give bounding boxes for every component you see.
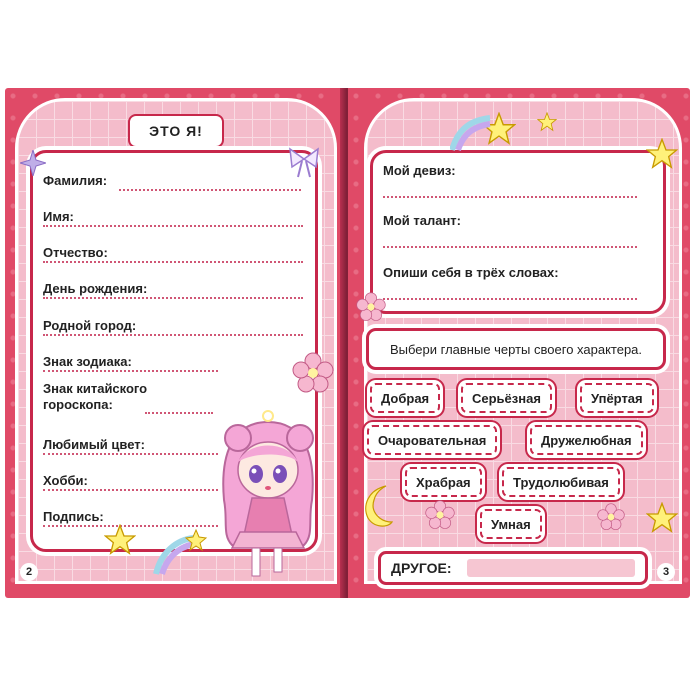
field-label: Имя:: [43, 209, 74, 224]
sparkle-icon: [20, 150, 46, 176]
anime-girl-illustration: [212, 410, 324, 580]
page-number-right: 3: [657, 563, 675, 581]
field-label: Хобби:: [43, 473, 88, 488]
writing-line: [43, 297, 303, 299]
shooting-star-icon: [152, 528, 208, 576]
trait-stubborn[interactable]: Упёртая: [580, 383, 654, 413]
writing-line: [383, 196, 637, 198]
field-patronymic[interactable]: [43, 245, 303, 260]
field-label: Мой девиз:: [383, 163, 456, 178]
writing-line: [43, 225, 303, 227]
field-hobby[interactable]: [43, 473, 218, 488]
field-label: Знак зодиака:: [43, 354, 132, 369]
field-signature[interactable]: [43, 509, 218, 524]
writing-line: [383, 246, 637, 248]
page-title: ЭТО Я!: [128, 114, 224, 148]
field-talent[interactable]: [383, 213, 637, 228]
field-label: День рождения:: [43, 281, 148, 296]
trait-serious[interactable]: Серьёзная: [461, 383, 552, 413]
field-label: Опиши себя в трёх словах:: [383, 265, 559, 280]
field-chinese-horoscope[interactable]: [43, 381, 163, 413]
writing-line: [43, 453, 218, 455]
trait-hardworking[interactable]: Трудолюбивая: [502, 467, 620, 497]
field-label: Знак китайского гороскопа:: [43, 381, 148, 412]
other-box[interactable]: [378, 551, 648, 585]
trait-friendly[interactable]: Дружелюбная: [530, 425, 643, 455]
star-icon: [104, 524, 136, 556]
writing-line: [145, 412, 213, 414]
instruction-box: [366, 328, 666, 370]
field-zodiac[interactable]: [43, 354, 218, 369]
writing-line: [383, 298, 637, 300]
field-label: Мой талант:: [383, 213, 462, 228]
field-hometown[interactable]: [43, 318, 303, 333]
flower-icon: [292, 352, 334, 394]
trait-brave[interactable]: Храбрая: [405, 467, 482, 497]
field-name[interactable]: [43, 209, 303, 224]
field-label: Подпись:: [43, 509, 104, 524]
writing-line: [43, 370, 218, 372]
flower-icon: [597, 503, 625, 531]
field-surname[interactable]: [43, 173, 163, 188]
star-icon: [646, 138, 678, 170]
about-me-card: [370, 150, 666, 314]
field-three-words[interactable]: [383, 265, 637, 280]
field-label: Отчество:: [43, 245, 108, 260]
field-favorite-color[interactable]: [43, 437, 218, 452]
trait-smart[interactable]: Умная: [480, 509, 542, 539]
writing-line: [43, 489, 218, 491]
bow-icon: [288, 145, 320, 179]
field-motto[interactable]: [383, 163, 637, 178]
field-birthday[interactable]: [43, 281, 303, 296]
writing-line: [119, 189, 301, 191]
other-label: ДРУГОЕ:: [391, 560, 452, 576]
instruction-text: Выбери главные черты своего характера.: [389, 341, 643, 357]
shooting-star-tail-icon: [450, 112, 494, 152]
field-label: Фамилия:: [43, 173, 108, 188]
writing-line: [43, 261, 303, 263]
moon-icon: [360, 484, 394, 528]
flower-icon: [356, 292, 386, 322]
field-label: Любимый цвет:: [43, 437, 145, 452]
star-icon: [537, 112, 557, 132]
star-icon: [646, 502, 678, 534]
field-label: Родной город:: [43, 318, 137, 333]
page-number-left: 2: [20, 563, 38, 581]
trait-kind[interactable]: Добрая: [370, 383, 440, 413]
writing-line: [43, 334, 303, 336]
other-writing-area[interactable]: [467, 559, 635, 577]
trait-charming[interactable]: Очаровательная: [367, 425, 497, 455]
flower-icon: [425, 500, 455, 530]
